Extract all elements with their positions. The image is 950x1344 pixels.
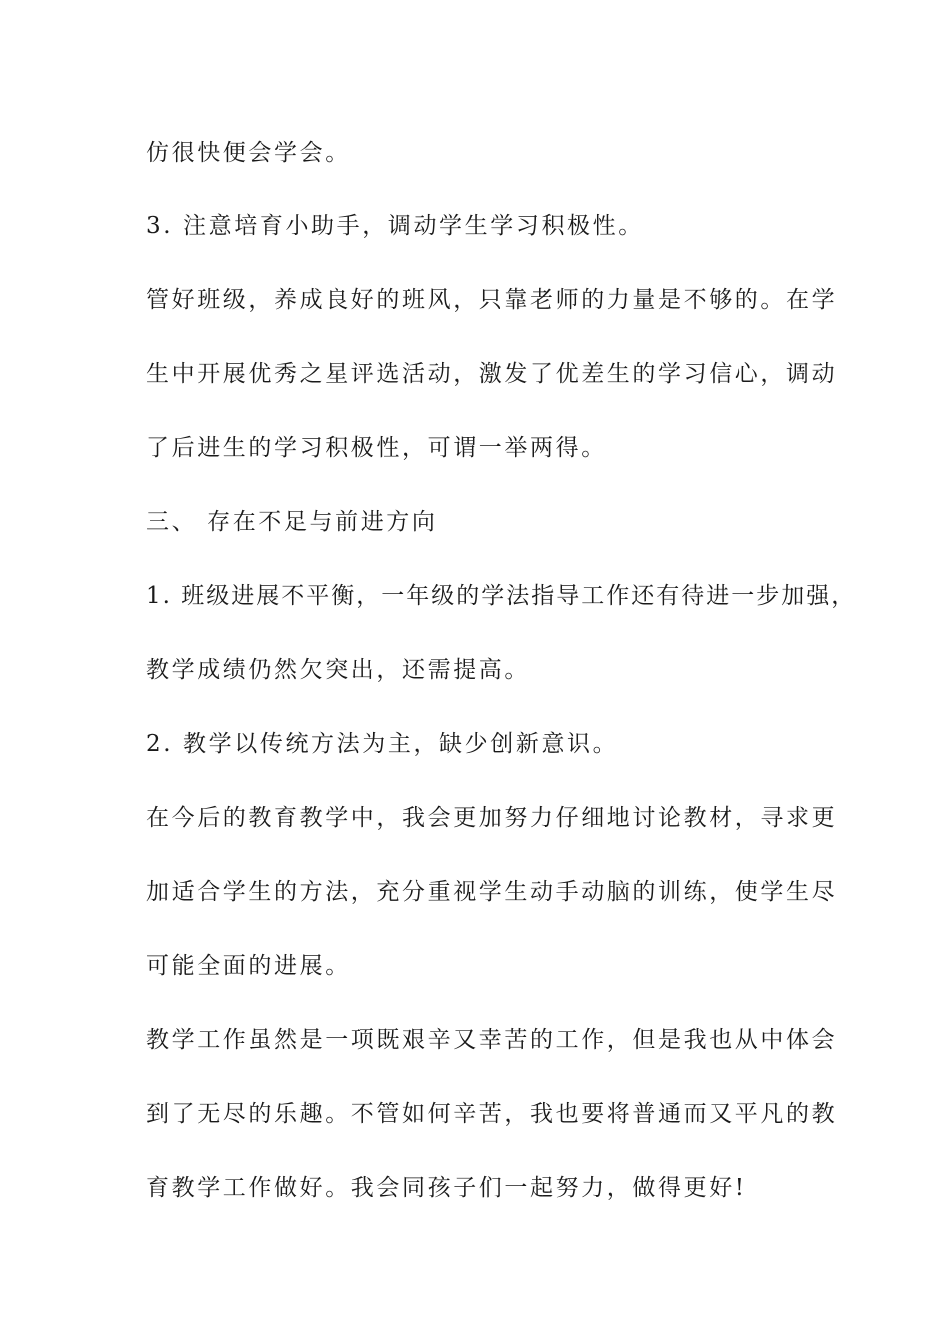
paragraph-line: 仿很快便会学会。	[146, 140, 351, 166]
numbered-item-heading: 2. 教学以传统方法为主，缺少创新意识。	[146, 731, 619, 757]
paragraph-line: 到了无尽的乐趣。不管如何辛苦，我也要将普通而又平凡的教	[146, 1101, 838, 1127]
section-heading: 三、 存在不足与前进方向	[146, 509, 438, 535]
paragraph-line: 了后进生的学习积极性，可谓一举两得。	[146, 435, 607, 461]
paragraph-line: 生中开展优秀之星评选活动，激发了优差生的学习信心，调动	[146, 361, 838, 387]
paragraph-line: 管好班级，养成良好的班风，只靠老师的力量是不够的。在学	[146, 287, 838, 313]
paragraph-line: 教学成绩仍然欠突出，还需提高。	[146, 657, 530, 683]
paragraph-line: 加适合学生的方法，充分重视学生动手动脑的训练，使学生尽	[146, 879, 838, 905]
numbered-item-heading: 1. 班级进展不平衡，一年级的学法指导工作还有待进一步加强，	[146, 583, 857, 609]
paragraph-line: 育教学工作做好。我会同孩子们一起努力，做得更好!	[146, 1175, 747, 1201]
numbered-item-heading: 3. 注意培育小助手，调动学生学习积极性。	[146, 213, 644, 239]
paragraph-line: 在今后的教育教学中，我会更加努力仔细地讨论教材，寻求更	[146, 805, 838, 831]
paragraph-line: 教学工作虽然是一项既艰辛又幸苦的工作，但是我也从中体会	[146, 1027, 838, 1053]
paragraph-line: 可能全面的进展。	[146, 953, 351, 979]
